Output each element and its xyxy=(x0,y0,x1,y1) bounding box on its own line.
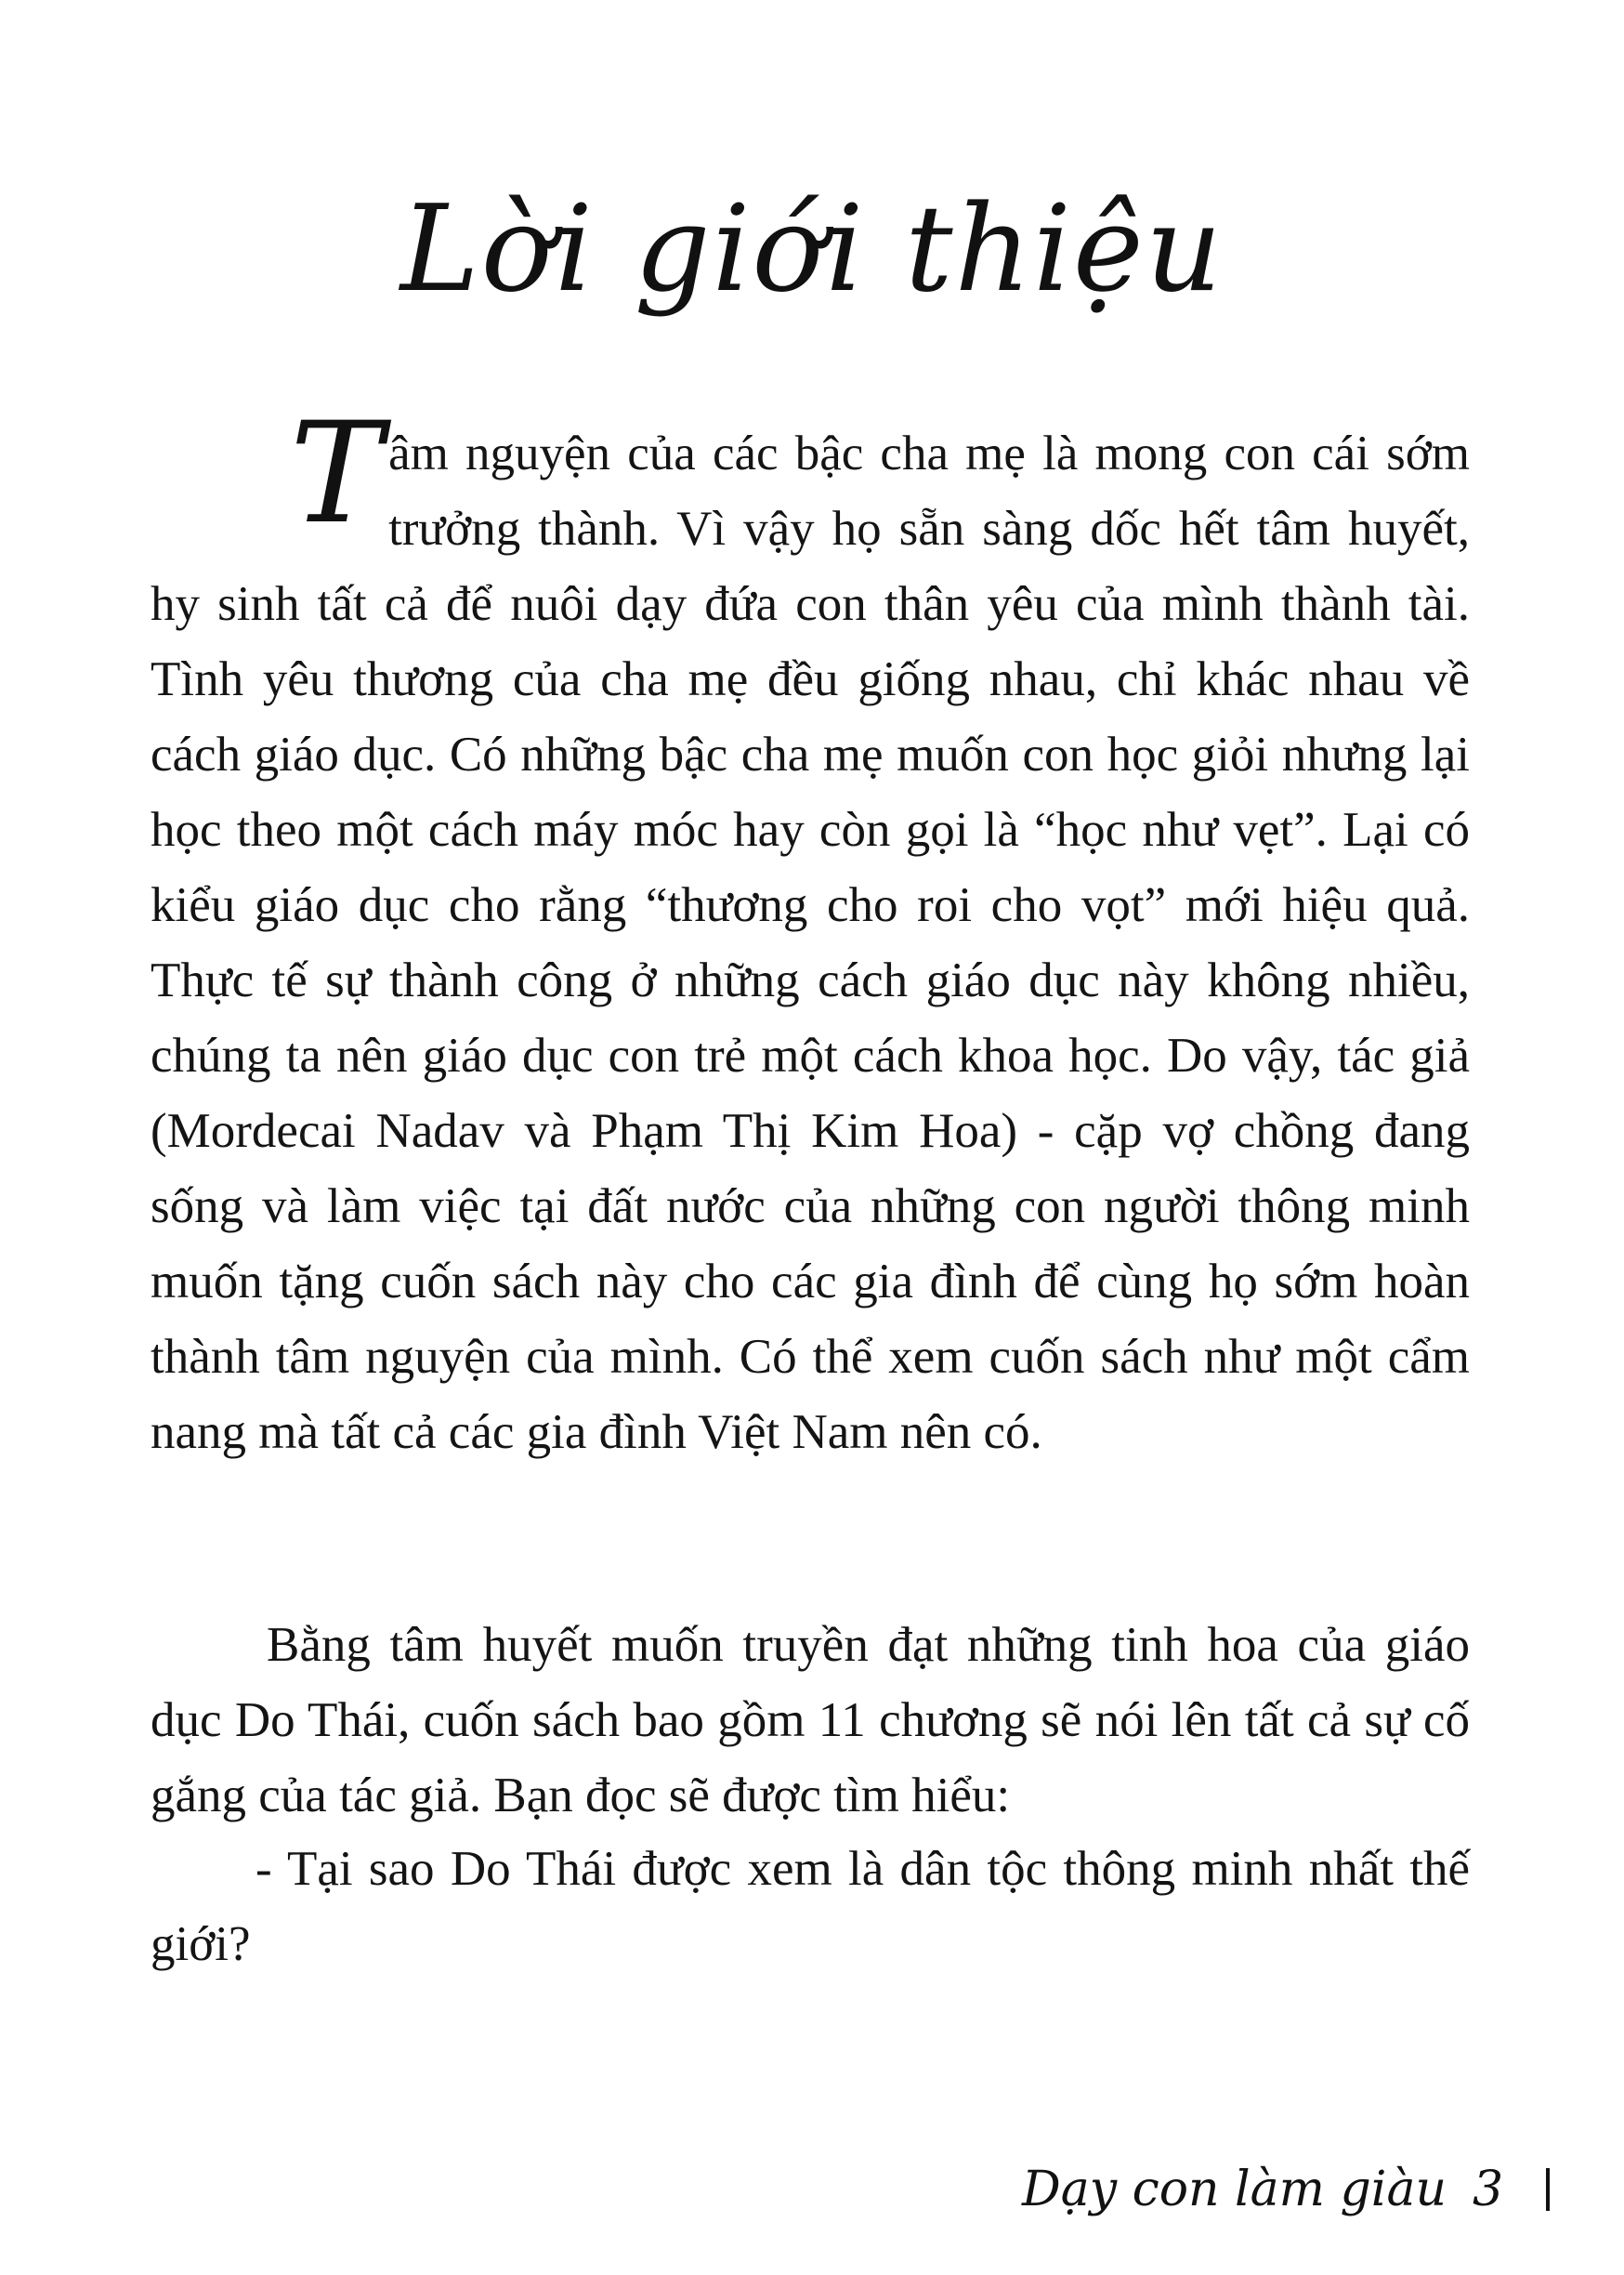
footer-divider xyxy=(1546,2168,1550,2211)
drop-cap-letter: T xyxy=(290,393,384,555)
page-footer xyxy=(1022,2152,1550,2227)
page-number: 3 xyxy=(1472,2162,1504,2217)
intro-paragraph-2: Bằng tâm huyết muốn truyền đạt những tinh hoa của giáo dục Do Thái, cuốn sách bao gồm 11 chương sẽ nói lên tất cả sự cố gắng của tác giả. Bạn đọc sẽ được tìm hiểu: xyxy=(151,1618,1470,1822)
paragraph-1-text: âm nguyện của các bậc cha mẹ là mong con cái sớm trưởng thành. Vì vậy họ sẵn sàng dốc hết tâm huyết, hy sinh tất cả để nuôi dạy đứa con thân yêu của mình thành tài. Tình yêu thương của cha mẹ đều giống nhau, chỉ khác nhau về cách giáo dục. Có những bậc cha mẹ muốn con học giỏi nhưng lại học theo một cách máy móc hay còn gọi là “học như vẹt”. Lại có kiểu giáo dục cho rằng “thương cho roi cho vọt” mới hiệu quả. Thực tế sự thành công ở những cách giáo dục này không nhiều, chúng ta nên giáo dục con trẻ một cách khoa học. Do vậy, tác giả (Mordecai Nadav và Phạm Thị Kim Hoa) - cặp vợ chồng đang sống và làm việc tại đất nước của những con người thông minh muốn tặng cuốn sách này cho các gia đình để cùng họ sớm hoàn thành tâm nguyện của mình. Có thể xem cuốn sách như một cẩm nang mà tất cả các gia đình Việt Nam nên có. xyxy=(151,427,1470,1459)
running-footer-title: Dạy con làm giàu xyxy=(1022,2162,1447,2217)
intro-paragraph-3: - Tại sao Do Thái được xem là dân tộc thông minh nhất thế giới? xyxy=(151,1842,1470,1971)
page-title: Lời giới thiệu xyxy=(399,180,1225,319)
intro-paragraph-1 xyxy=(151,393,1470,1470)
